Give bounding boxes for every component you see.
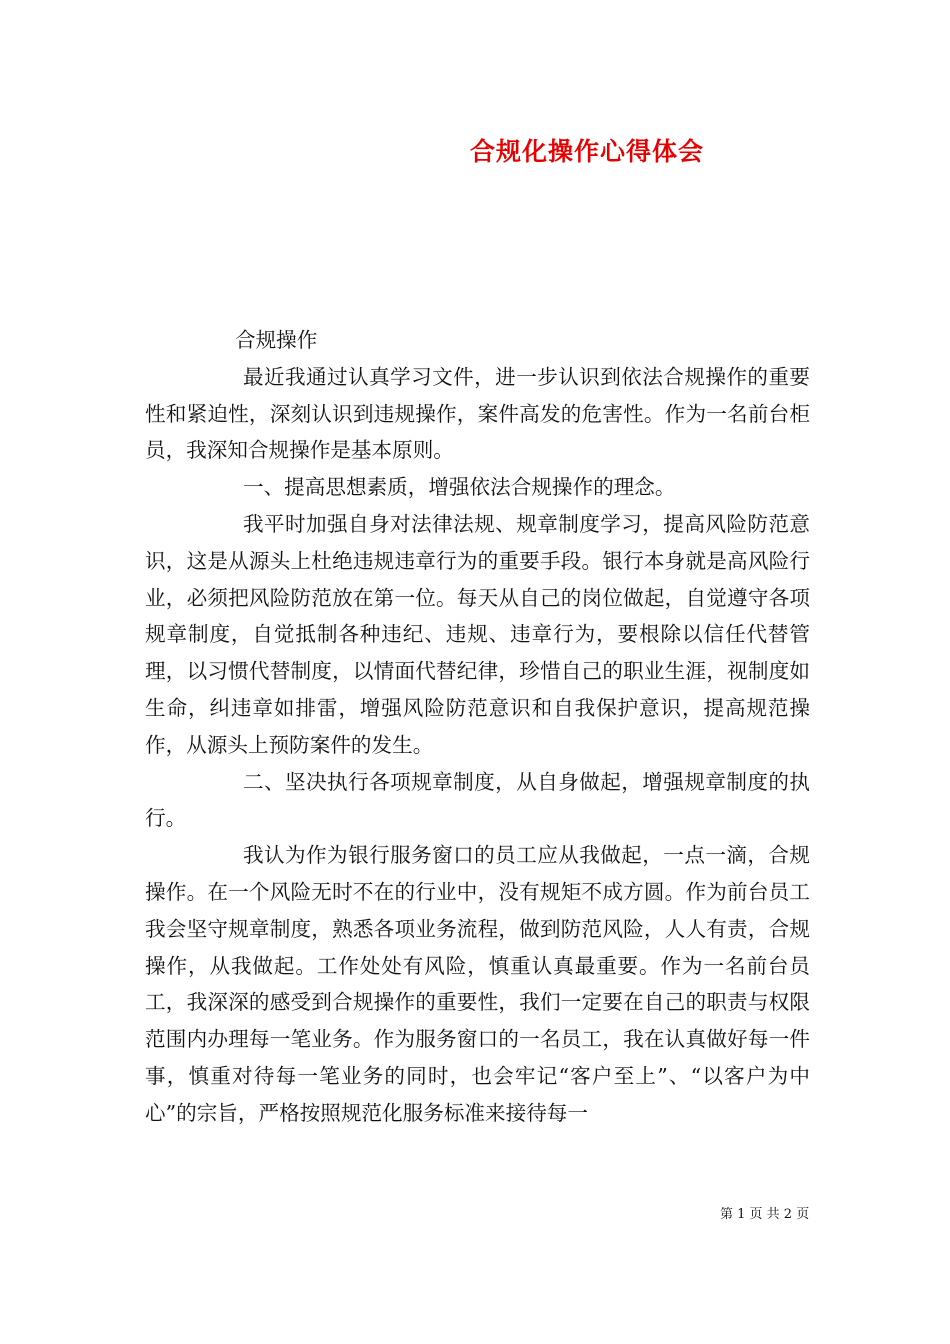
section-subtitle: 合规操作 [235, 328, 318, 352]
page-number-footer: 第 1 页 共 2 页 [720, 1207, 810, 1222]
document-body [145, 322, 810, 1132]
heading-section-one: 一、提高思想素质，增强依法合规操作的理念。 [243, 475, 676, 500]
paragraph-section-two: 我认为作为银行服务窗口的员工应从我做起，一点一滴，合规操作。在一个风险无时不在的行业中，没有规矩不成方圆。作为前台员工我会坚守规章制度，熟悉各项业务流程，做到防范风险，人人有责，合规操作，从我做起。工作处处有风险，慎重认真最重要。作为一名前台员工，我深深的感受到合规操作的重要性，我们一定要在自己的职责与权限范围内办理每一笔业务。作为服务窗口的一名员工，我在认真做好每一件事，慎重对待每一笔业务的同时，也会牢记“客户至上”、“以客户为中心”的宗旨，严格按照规范化服务标准来接待每一 [145, 843, 810, 1125]
heading-section-two: 二、坚决执行各项规章制度，从自身做起，增强规章制度的执行。 [145, 769, 810, 831]
document-title: 合规化操作心得体会 [470, 137, 705, 166]
paragraph-intro: 最近我通过认真学习文件，进一步认识到依法合规操作的重要性和紧迫性，深刻认识到违规操作，案件高发的危害性。作为一名前台柜员，我深知合规操作是基本原则。 [145, 364, 810, 463]
paragraph-section-one: 我平时加强自身对法律法规、规章制度学习，提高风险防范意识，这是从源头上杜绝违规违章行为的重要手段。银行本身就是高风险行业，必须把风险防范放在第一位。每天从自己的岗位做起，自觉遵守各项规章制度，自觉抵制各种违纪、违规、违章行为，要根除以信任代替管理，以习惯代替制度，以情面代替纪律，珍惜自己的职业生涯，视制度如生命，纠违章如排雷，增强风险防范意识和自我保护意识，提高规范操作，从源头上预防案件的发生。 [145, 511, 810, 757]
